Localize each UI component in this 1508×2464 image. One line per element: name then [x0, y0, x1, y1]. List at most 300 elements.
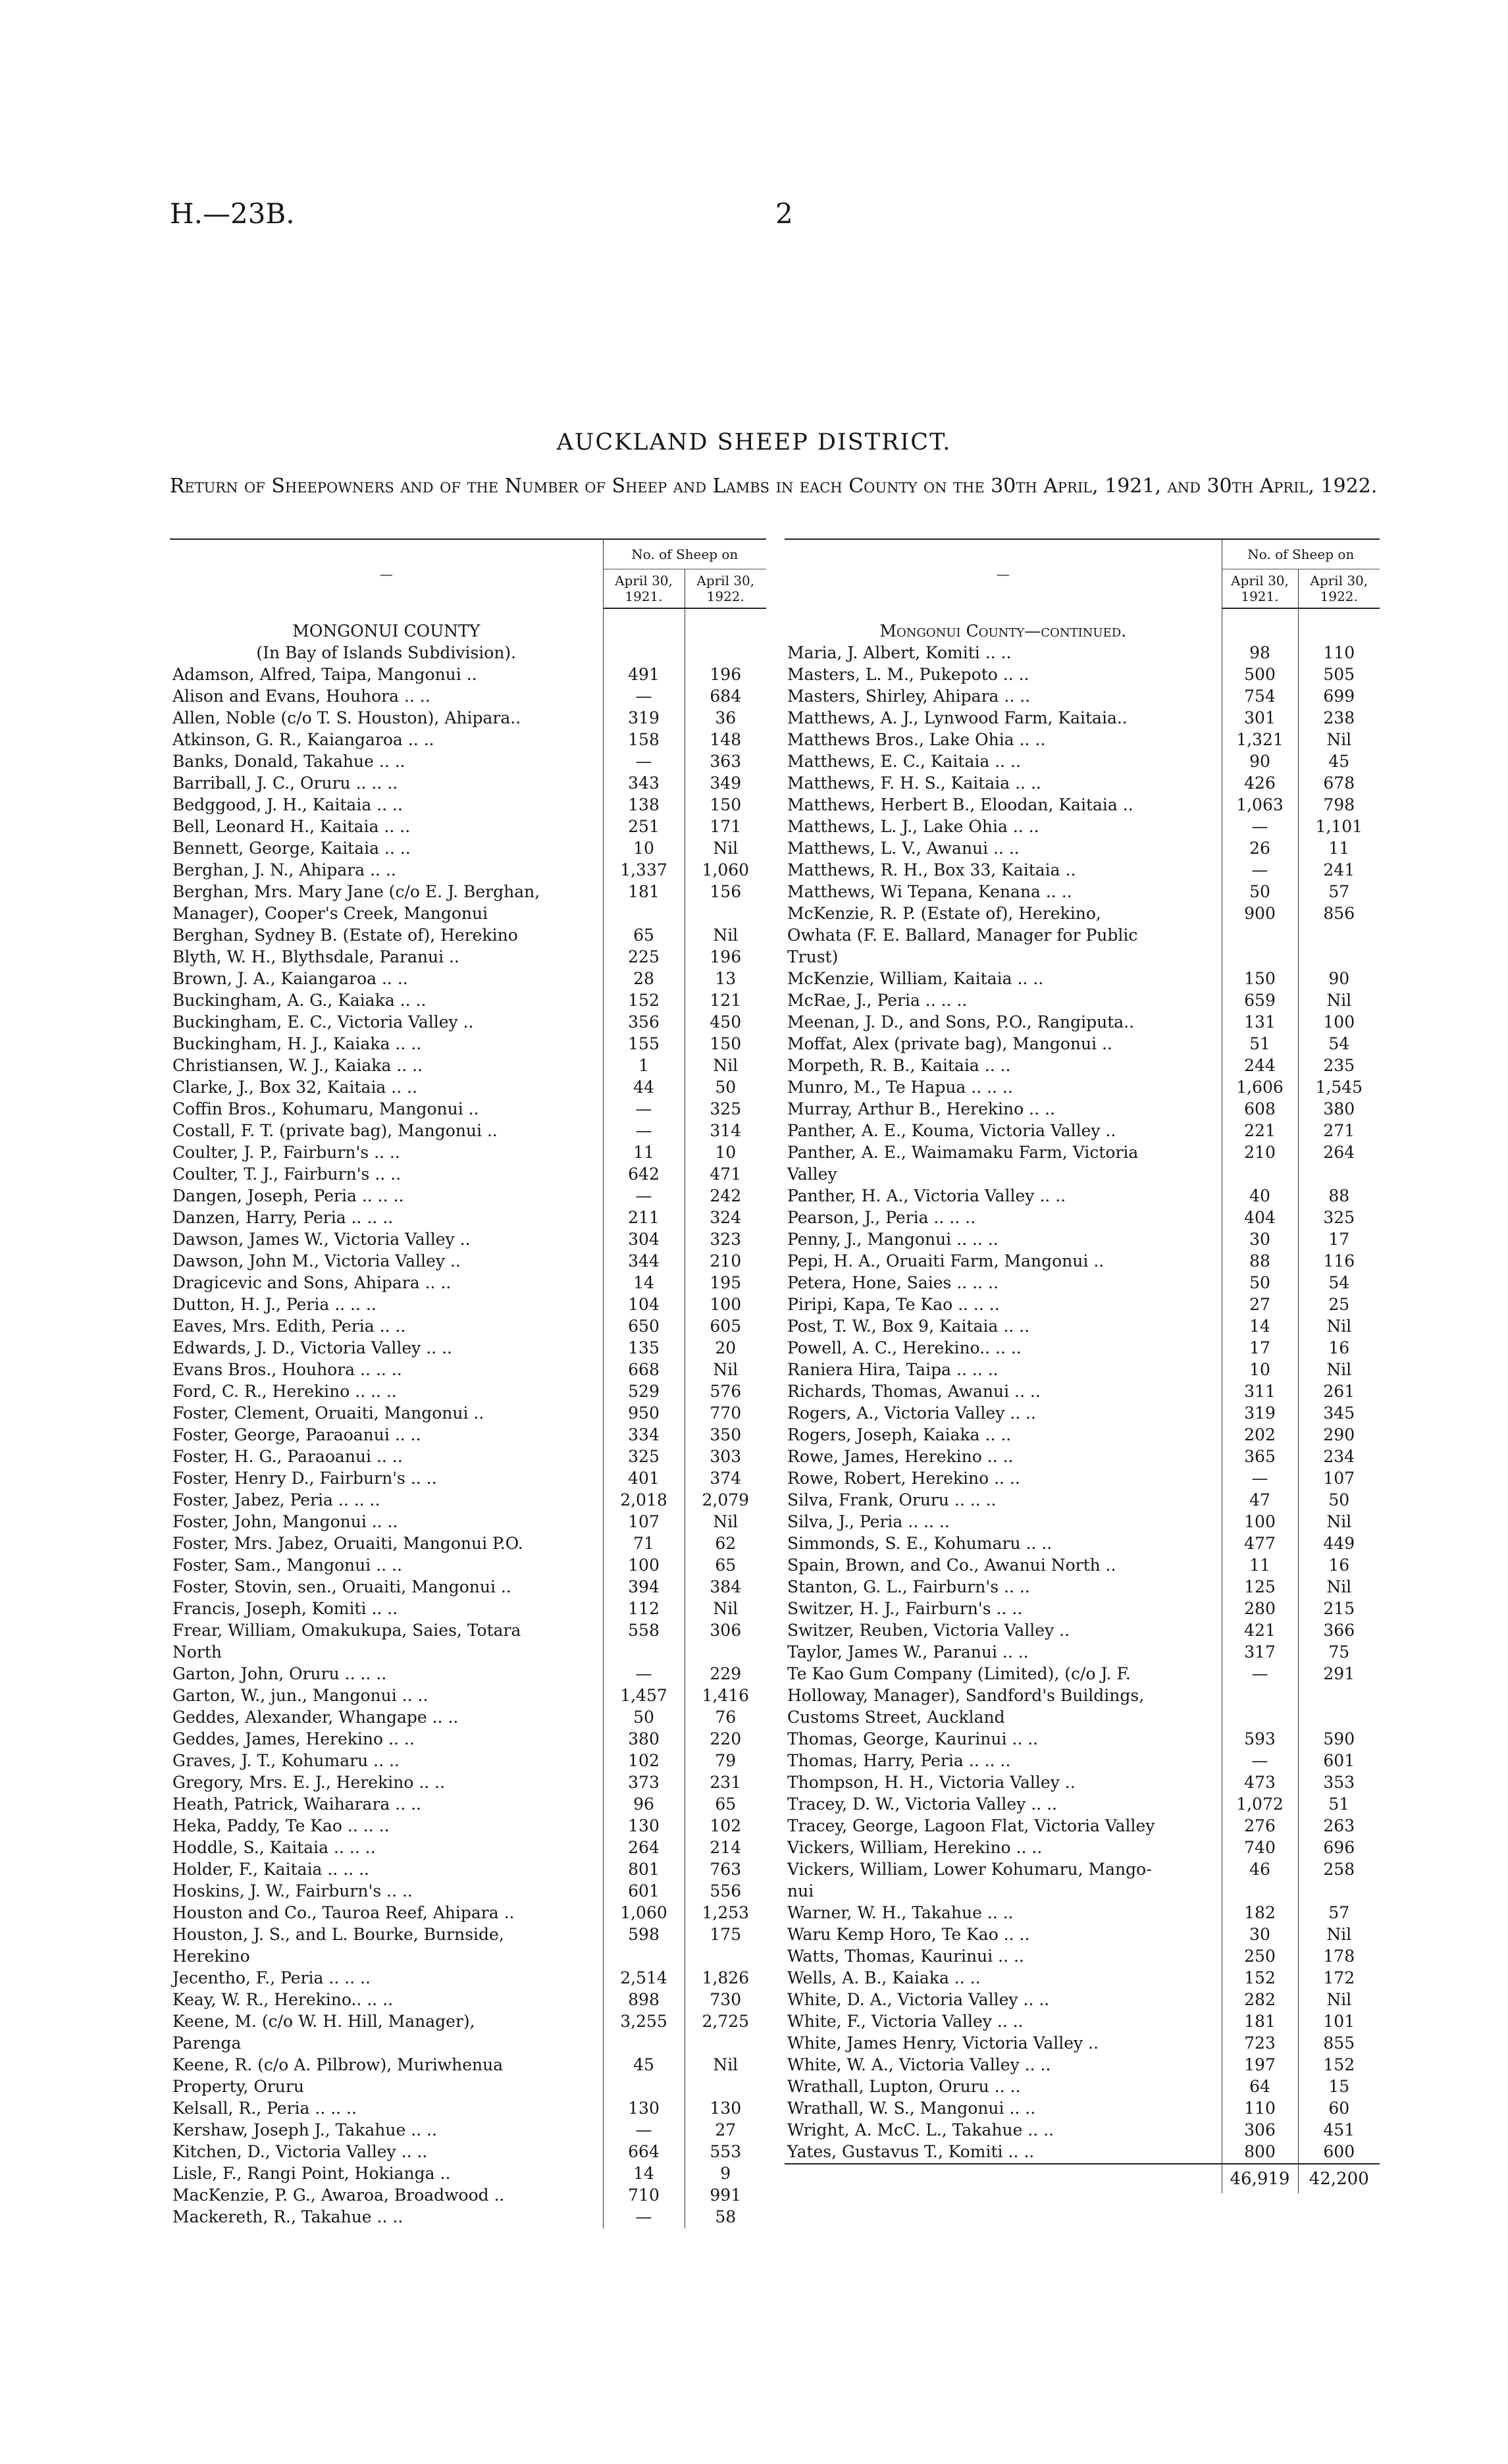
owner-name: Blyth, W. H., Blythsdale, Paranui ..: [172, 947, 459, 966]
sheep-1922: 384: [685, 1577, 766, 1598]
sheep-1922: [1298, 1707, 1380, 1729]
table-row: [785, 1012, 1380, 1034]
sheep-1922: 601: [1298, 1750, 1380, 1772]
table-row: [785, 1859, 1380, 1881]
sheep-1921: —: [603, 1186, 685, 1207]
owner-name: Matthews, Herbert B., Eloodan, Kaitaia ..: [787, 795, 1133, 814]
sheep-1922: 102: [685, 1816, 766, 1837]
sheep-1922: 231: [685, 1772, 766, 1794]
table-row: [170, 1425, 766, 1446]
sheep-1921: 26: [1222, 838, 1298, 860]
sheep-1921: 64: [1222, 2076, 1298, 2098]
sheep-1922: [685, 903, 766, 925]
table-row: [170, 1989, 766, 2011]
sheep-1922: 556: [685, 1881, 766, 1902]
owner-name: Christiansen, W. J., Kaiaka .. ..: [172, 1056, 423, 1075]
owner-name: Holder, F., Kaitaia .. .. ..: [172, 1860, 369, 1879]
table-row: [170, 1403, 766, 1425]
sheep-1921: 45: [603, 2055, 685, 2076]
sheep-1922: 324: [685, 1207, 766, 1229]
sheep-1922: 57: [1298, 1902, 1380, 1924]
sheep-1922: 196: [685, 947, 766, 968]
sheep-1922: 57: [1298, 881, 1380, 903]
table-row: [170, 1120, 766, 1142]
sheep-1922: 79: [685, 1750, 766, 1772]
owner-name: Foster, Sam., Mangonui .. ..: [172, 1556, 402, 1575]
owner-name: Matthews, L. V., Awanui .. ..: [787, 839, 1020, 858]
sheep-1921: —: [1222, 816, 1298, 838]
sheep-1921: 344: [603, 1251, 685, 1272]
owner-name: Silva, Frank, Oruru .. .. ..: [787, 1490, 997, 1509]
sheep-1922: 1,826: [685, 1968, 766, 1989]
owner-name: Gregory, Mrs. E. J., Herekino .. ..: [172, 1773, 446, 1792]
sheep-1922: 314: [685, 1120, 766, 1142]
sheep-1922: Nil: [685, 1598, 766, 1620]
owner-name: Danzen, Harry, Peria .. .. ..: [172, 1208, 394, 1227]
year-1921-header: April 30, 1921.: [1222, 569, 1298, 609]
owner-name: Customs Street, Auckland: [787, 1708, 1005, 1727]
owner-name: Dutton, H. J., Peria .. .. ..: [172, 1295, 377, 1314]
table-row: [170, 1490, 766, 1511]
owner-name: Herekino: [172, 1947, 250, 1966]
sheep-1922: 1,101: [1298, 816, 1380, 838]
table-row: [170, 1924, 766, 1946]
sheep-1922: 100: [685, 1294, 766, 1316]
table-row: [785, 1902, 1380, 1924]
owner-name: Barriball, J. C., Oruru .. .. ..: [172, 773, 398, 793]
sheep-1921: 104: [603, 1294, 685, 1316]
table-row: [785, 1207, 1380, 1229]
owner-name: Heath, Patrick, Waiharara .. ..: [172, 1795, 422, 1814]
sheep-1921: 659: [1222, 990, 1298, 1012]
sheep-1921: 102: [603, 1750, 685, 1772]
owner-name: Parenga: [172, 2033, 242, 2053]
sheep-1922: 242: [685, 1186, 766, 1207]
sheep-1922: 45: [1298, 751, 1380, 773]
sheep-1922: 325: [1298, 1207, 1380, 1229]
table-row: [170, 1012, 766, 1034]
sheep-1922: 449: [1298, 1533, 1380, 1555]
left-sheep-table: [170, 538, 766, 2228]
sheep-1921: 150: [1222, 968, 1298, 990]
sheep-1921: 394: [603, 1577, 685, 1598]
owner-name: Post, T. W., Box 9, Kaitaia .. ..: [787, 1317, 1030, 1336]
sheep-1922: 290: [1298, 1425, 1380, 1446]
sheep-1921: 276: [1222, 1816, 1298, 1837]
sheep-1922: 65: [685, 1555, 766, 1577]
sheep-1922: 263: [1298, 1816, 1380, 1837]
table-row: [785, 1533, 1380, 1555]
owner-name: Allen, Noble (c/o T. S. Houston), Ahipara..: [172, 708, 521, 727]
sheep-1922: 349: [685, 773, 766, 795]
table-row: [785, 1251, 1380, 1272]
table-row: [785, 947, 1380, 968]
owner-name: Keene, R. (c/o A. Pilbrow), Muriwhenua: [172, 2055, 504, 2074]
owner-name: Clarke, J., Box 32, Kaitaia .. ..: [172, 1078, 418, 1097]
owner-name: Hoskins, J. W., Fairburn's .. ..: [172, 1881, 413, 1900]
table-row: [170, 1055, 766, 1077]
sheep-1922: 2,079: [685, 1490, 766, 1511]
sheep-1922: 51: [1298, 1794, 1380, 1816]
right-table-body: [785, 608, 1380, 2164]
table-row: [170, 838, 766, 860]
table-row: [170, 1968, 766, 1989]
owner-name: Eaves, Mrs. Edith, Peria .. ..: [172, 1317, 406, 1336]
sheep-1922: 60: [1298, 2098, 1380, 2120]
sheep-1921: 47: [1222, 1490, 1298, 1511]
sheep-1922: 100: [1298, 1012, 1380, 1034]
table-row: [785, 816, 1380, 838]
owner-name: Edwards, J. D., Victoria Valley .. ..: [172, 1338, 452, 1357]
sheep-1922: 215: [1298, 1598, 1380, 1620]
sheep-1922: 13: [685, 968, 766, 990]
sheep-1922: 258: [1298, 1859, 1380, 1881]
sheep-1922: 27: [685, 2120, 766, 2141]
sheep-1921: 225: [603, 947, 685, 968]
sheep-1921: —: [1222, 1750, 1298, 1772]
table-row: [785, 1989, 1380, 2011]
sheep-1922: 229: [685, 1664, 766, 1685]
owner-name: Evans Bros., Houhora .. .. ..: [172, 1360, 402, 1379]
sheep-1921: 11: [1222, 1555, 1298, 1577]
sheep-1922: 238: [1298, 708, 1380, 729]
table-row: [170, 860, 766, 881]
sheep-1921: 404: [1222, 1207, 1298, 1229]
owner-name: Warner, W. H., Takahue .. ..: [787, 1903, 1014, 1922]
sheep-1921: 343: [603, 773, 685, 795]
sheep-1922: [1298, 925, 1380, 947]
table-row: [170, 2163, 766, 2185]
sheep-1922: 9: [685, 2163, 766, 2185]
sheep-1922: Nil: [685, 1055, 766, 1077]
sheep-1921: 202: [1222, 1425, 1298, 1446]
sheep-1921: 131: [1222, 1012, 1298, 1034]
sheep-1921: —: [603, 751, 685, 773]
table-row: [170, 1446, 766, 1468]
sheep-1922: Nil: [685, 838, 766, 860]
sheep-1922: 11: [1298, 838, 1380, 860]
sheep-1921: —: [603, 2120, 685, 2141]
owner-name: Keene, M. (c/o W. H. Hill, Manager),: [172, 2012, 475, 2031]
owner-name: White, D. A., Victoria Valley .. ..: [787, 1990, 1050, 2009]
sheep-1922: [1298, 1685, 1380, 1707]
sheep-1922: 214: [685, 1837, 766, 1859]
table-row: [785, 968, 1380, 990]
sheep-1921: [1222, 1881, 1298, 1902]
owner-name: Foster, George, Paraoanui .. ..: [172, 1425, 421, 1444]
sheep-1921: 668: [603, 1359, 685, 1381]
sheep-1921: 664: [603, 2141, 685, 2163]
table-row: [785, 1794, 1380, 1816]
table-row: [785, 1685, 1380, 1707]
sheep-1922: 235: [1298, 1055, 1380, 1077]
sheep-1922: [1298, 1164, 1380, 1186]
owner-name: Mackereth, R., Takahue .. ..: [172, 2207, 403, 2226]
table-row: [170, 1816, 766, 1837]
table-row: [170, 1794, 766, 1816]
table-row: [170, 2033, 766, 2055]
owner-name: Foster, Henry D., Fairburn's .. ..: [172, 1469, 437, 1488]
county-continued-heading: Mongonui County—continued.: [879, 621, 1127, 641]
sheep-1921: —: [603, 1664, 685, 1685]
table-row: [785, 2011, 1380, 2033]
table-row: [170, 729, 766, 751]
sheep-1921: 898: [603, 1989, 685, 2011]
sheep-1921: [603, 2076, 685, 2098]
sheep-1921: 125: [1222, 1577, 1298, 1598]
sheep-1922: 450: [685, 1012, 766, 1034]
sheep-1922: [1298, 1881, 1380, 1902]
sheep-1921: [1222, 947, 1298, 968]
table-row: [785, 1468, 1380, 1490]
sheep-1921: 1,606: [1222, 1077, 1298, 1099]
owner-name: Keay, W. R., Herekino.. .. ..: [172, 1990, 394, 2009]
table-row: [170, 881, 766, 903]
sheep-1921: 740: [1222, 1837, 1298, 1859]
sheep-1921: 491: [603, 664, 685, 686]
sheep-1922: 306: [685, 1620, 766, 1642]
sheep-1921: 2,018: [603, 1490, 685, 1511]
sheep-1921: 130: [603, 2098, 685, 2120]
sheep-1922: 196: [685, 664, 766, 686]
table-row: [170, 2055, 766, 2076]
table-row: [785, 1837, 1380, 1859]
table-row: [170, 1381, 766, 1403]
blank-header: —: [785, 539, 1222, 608]
sheep-1922: 150: [685, 1034, 766, 1055]
table-row: [170, 1881, 766, 1902]
table-row: [170, 1729, 766, 1750]
owner-name: Kelsall, R., Peria .. .. ..: [172, 2099, 357, 2118]
table-row: [170, 903, 766, 925]
sheep-1921: 30: [1222, 1229, 1298, 1251]
owner-name: Simmonds, S. E., Kohumaru .. ..: [787, 1534, 1053, 1553]
table-row: [170, 1186, 766, 1207]
sheep-1922: 88: [1298, 1186, 1380, 1207]
sheep-1922: 345: [1298, 1403, 1380, 1425]
owner-name: Watts, Thomas, Kaurinui .. ..: [787, 1947, 1024, 1966]
sheep-1922: 374: [685, 1468, 766, 1490]
table-row: [170, 1859, 766, 1881]
owner-name: Trust): [787, 947, 839, 966]
owner-name: Foster, John, Mangonui .. ..: [172, 1512, 398, 1531]
sheep-1922: 261: [1298, 1381, 1380, 1403]
owner-name: Pepi, H. A., Oruaiti Farm, Mangonui ..: [787, 1251, 1105, 1271]
owner-name: Matthews, F. H. S., Kaitaia .. ..: [787, 773, 1041, 793]
table-row: [785, 773, 1380, 795]
owner-name: Holloway, Manager), Sandford's Buildings,: [787, 1686, 1145, 1705]
owner-name: Matthews, E. C., Kaitaia .. ..: [787, 752, 1021, 771]
right-table-wrap: [785, 538, 1380, 2193]
sheep-1922: Nil: [685, 2055, 766, 2076]
sheep-1921: 473: [1222, 1772, 1298, 1794]
table-row: [170, 2207, 766, 2228]
owner-name: Houston, J. S., and L. Bourke, Burnside,: [172, 1925, 504, 1944]
table-row: [785, 2055, 1380, 2076]
owner-name: Thompson, H. H., Victoria Valley ..: [787, 1773, 1076, 1792]
sheep-1922: 116: [1298, 1251, 1380, 1272]
table-row: [785, 1229, 1380, 1251]
sheep-1922: Nil: [1298, 1359, 1380, 1381]
owner-name: Wright, A. McC. L., Takahue .. ..: [787, 2120, 1054, 2139]
table-row: [785, 838, 1380, 860]
owner-name: Ford, C. R., Herekino .. .. ..: [172, 1382, 397, 1401]
sheep-1921: 211: [603, 1207, 685, 1229]
owner-name: Berghan, J. N., Ahipara .. ..: [172, 860, 396, 879]
owner-name: nui: [787, 1881, 814, 1900]
sheep-1922: Nil: [1298, 1989, 1380, 2011]
sheep-1921: 14: [1222, 1316, 1298, 1338]
table-row: [170, 947, 766, 968]
owner-name: Coffin Bros., Kohumaru, Mangonui ..: [172, 1099, 479, 1118]
table-row: [170, 708, 766, 729]
left-table-wrap: [170, 538, 766, 2228]
sheep-1922: Nil: [1298, 1511, 1380, 1533]
owner-name: Panther, A. E., Waimamaku Farm, Victoria: [787, 1143, 1139, 1162]
table-row: [785, 1577, 1380, 1598]
owner-name: Pearson, J., Peria .. .. ..: [787, 1208, 976, 1227]
sheep-1921: 264: [603, 1837, 685, 1859]
owner-name: Matthews, Wi Tepana, Kenana .. ..: [787, 882, 1072, 901]
owner-name: McRae, J., Peria .. .. ..: [787, 991, 968, 1010]
sheep-1922: 350: [685, 1425, 766, 1446]
owner-name: Rowe, Robert, Herekino .. ..: [787, 1469, 1020, 1488]
owner-name: Dawson, John M., Victoria Valley ..: [172, 1251, 461, 1271]
table-row: [170, 990, 766, 1012]
sheep-1921: 319: [1222, 1403, 1298, 1425]
table-row: [785, 1750, 1380, 1772]
table-row: [785, 1055, 1380, 1077]
sheep-1922: 770: [685, 1403, 766, 1425]
owner-name: Moffat, Alex (private bag), Mangonui ..: [787, 1034, 1112, 1053]
sheep-1921: —: [1222, 860, 1298, 881]
owner-name: Costall, F. T. (private bag), Mangonui ..: [172, 1121, 498, 1140]
sheep-1922: 323: [685, 1229, 766, 1251]
table-row: [785, 990, 1380, 1012]
sheep-1921: 900: [1222, 903, 1298, 925]
year-1921-header: April 30, 1921.: [603, 569, 685, 609]
owner-name: Murray, Arthur B., Herekino .. ..: [787, 1099, 1055, 1118]
sheep-1922: 75: [1298, 1642, 1380, 1664]
owner-name: Dangen, Joseph, Peria .. .. ..: [172, 1186, 404, 1205]
sheep-1922: 17: [1298, 1229, 1380, 1251]
table-row: [785, 1294, 1380, 1316]
table-row: [170, 1642, 766, 1664]
sheep-1921: 46: [1222, 1859, 1298, 1881]
sheep-1922: 50: [685, 1077, 766, 1099]
table-row: [785, 1598, 1380, 1620]
sheep-1921: 311: [1222, 1381, 1298, 1403]
sheep-1922: Nil: [685, 925, 766, 947]
table-row: [170, 1533, 766, 1555]
owner-name: Tracey, D. W., Victoria Valley .. ..: [787, 1795, 1057, 1814]
table-row: [785, 751, 1380, 773]
sheep-1922: 150: [685, 795, 766, 816]
table-row: [170, 1468, 766, 1490]
sheep-1921: 90: [1222, 751, 1298, 773]
sheep-1921: 754: [1222, 686, 1298, 708]
table-row: [785, 1034, 1380, 1055]
sheep-1921: 356: [603, 1012, 685, 1034]
owner-name: Meenan, J. D., and Sons, P.O., Rangiputa..: [787, 1012, 1135, 1032]
sheep-1921: 130: [603, 1816, 685, 1837]
sheep-1921: 426: [1222, 773, 1298, 795]
table-row: [785, 1555, 1380, 1577]
sheep-1921: 642: [603, 1164, 685, 1186]
sheep-1922: 25: [1298, 1294, 1380, 1316]
table-row: [170, 686, 766, 708]
table-row: [785, 1816, 1380, 1837]
table-row: [785, 1924, 1380, 1946]
left-table-body: [170, 608, 766, 2228]
owner-name: Frear, William, Omakukupa, Saies, Totara: [172, 1621, 521, 1640]
sheep-1922: 855: [1298, 2033, 1380, 2055]
owner-name: Panther, A. E., Kouma, Victoria Valley ..: [787, 1121, 1116, 1140]
owner-name: Rogers, Joseph, Kaiaka .. ..: [787, 1425, 1012, 1444]
owner-name: Buckingham, E. C., Victoria Valley ..: [172, 1012, 474, 1032]
sheep-1921: 30: [1222, 1924, 1298, 1946]
sheep-count-group-header: No. of Sheep on: [603, 539, 766, 569]
owner-name: Heka, Paddy, Te Kao .. .. ..: [172, 1816, 390, 1835]
table-row: [785, 1729, 1380, 1750]
sheep-1921: 558: [603, 1620, 685, 1642]
table-row: [785, 903, 1380, 925]
document-reference: H.—23B.: [170, 197, 295, 230]
sheep-1921: 158: [603, 729, 685, 751]
table-row: [170, 2120, 766, 2141]
sheep-count-group-header: No. of Sheep on: [1222, 539, 1380, 569]
sheep-1921: 14: [603, 2163, 685, 2185]
sheep-1921: [1222, 1707, 1298, 1729]
table-row: [785, 1425, 1380, 1446]
sheep-1922: 107: [1298, 1468, 1380, 1490]
total-1921: 46,919: [1222, 2164, 1298, 2193]
sheep-1921: [603, 1946, 685, 1968]
owner-name: Bedggood, J. H., Kaitaia .. ..: [172, 795, 403, 814]
sheep-1921: 50: [1222, 1272, 1298, 1294]
sheep-1922: 264: [1298, 1142, 1380, 1164]
sheep-1922: 798: [1298, 795, 1380, 816]
sheep-1922: 505: [1298, 664, 1380, 686]
table-row: [170, 664, 766, 686]
sheep-1921: 197: [1222, 2055, 1298, 2076]
table-row: [785, 664, 1380, 686]
sheep-1921: 28: [603, 968, 685, 990]
owner-name: Foster, H. G., Paraoanui .. ..: [172, 1447, 403, 1466]
owner-name: Brown, J. A., Kaiangaroa .. ..: [172, 969, 408, 988]
table-row: [170, 1685, 766, 1707]
table-row: [170, 1359, 766, 1381]
sheep-1921: 250: [1222, 1946, 1298, 1968]
sheep-1921: 1,072: [1222, 1794, 1298, 1816]
sheep-1922: 110: [1298, 642, 1380, 664]
owner-name: Matthews, A. J., Lynwood Farm, Kaitaia..: [787, 708, 1128, 727]
sheep-1921: 723: [1222, 2033, 1298, 2055]
owner-name: Foster, Jabez, Peria .. .. ..: [172, 1490, 380, 1509]
sheep-1921: 88: [1222, 1251, 1298, 1272]
owner-name: White, W. A., Victoria Valley .. ..: [787, 2055, 1051, 2074]
table-row: [785, 795, 1380, 816]
table-row: [170, 1577, 766, 1598]
sheep-1921: 608: [1222, 1099, 1298, 1120]
owner-name: Spain, Brown, and Co., Awanui North ..: [787, 1556, 1116, 1575]
sheep-1922: 1,253: [685, 1902, 766, 1924]
sheep-1921: 14: [603, 1272, 685, 1294]
subdivision-heading: (In Bay of Islands Subdivision).: [256, 643, 517, 662]
sheep-1922: 54: [1298, 1272, 1380, 1294]
owner-name: Geddes, Alexander, Whangape .. ..: [172, 1708, 459, 1727]
table-row: [170, 2185, 766, 2207]
